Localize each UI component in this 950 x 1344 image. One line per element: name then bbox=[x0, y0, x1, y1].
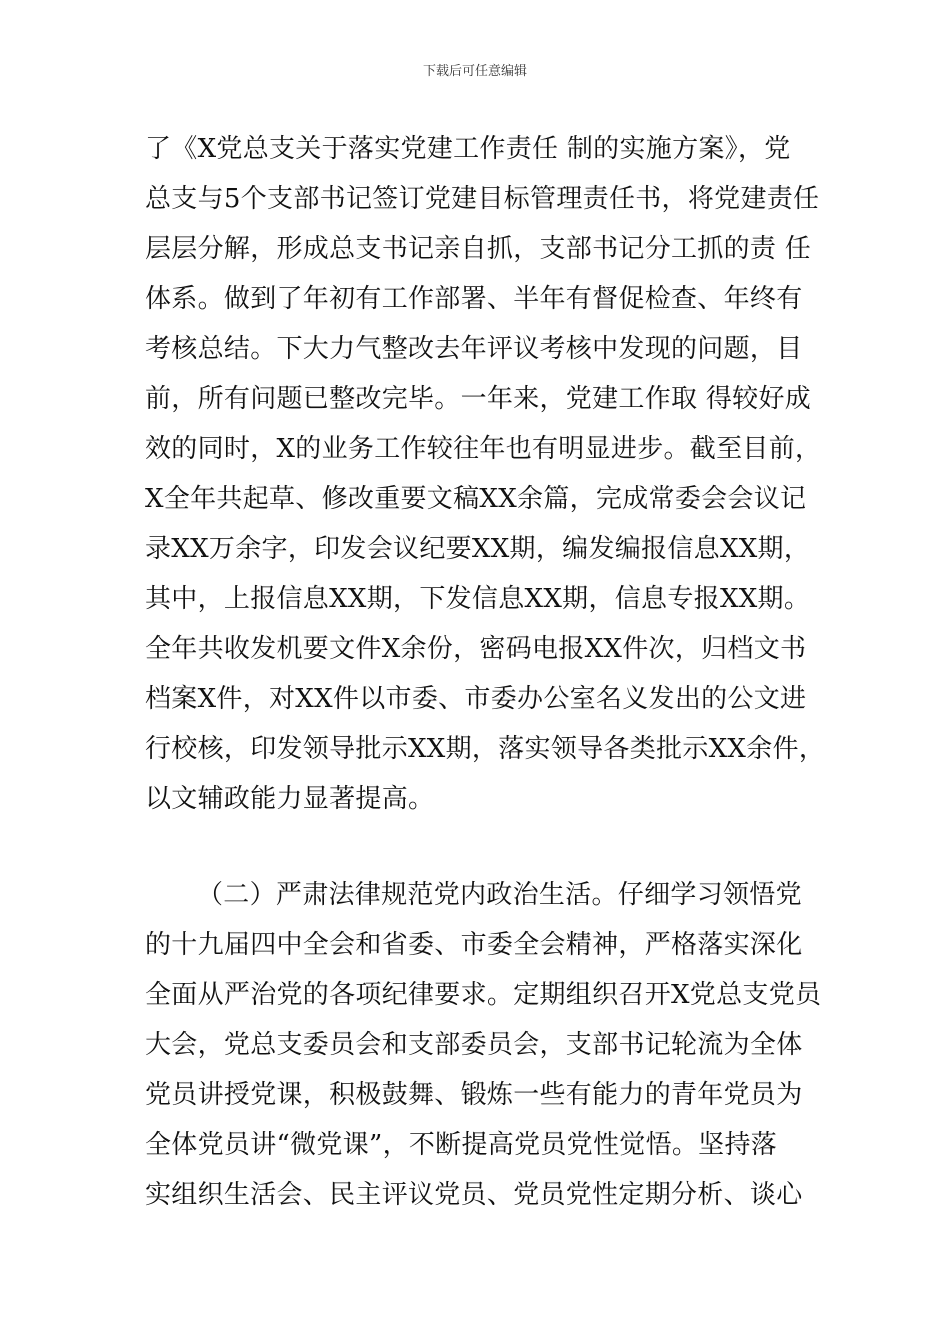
paragraph-line: 全年共收发机要文件X余份，密码电报XX件次，归档文书 bbox=[145, 634, 807, 664]
paragraph-1 bbox=[145, 134, 835, 834]
paragraph-line: 层层分解，形成总支书记亲自抓，支部书记分工抓的责 任 bbox=[145, 234, 812, 264]
paragraph-line: 大会，党总支委员会和支部委员会，支部书记轮流为全体 bbox=[145, 1030, 803, 1060]
paragraph-line: （二）严肃法律规范党内政治生活。仔细学习领悟党 bbox=[197, 880, 802, 910]
paragraph-line: 了《X党总支关于落实党建工作责任 制的实施方案》，党 bbox=[145, 134, 791, 164]
paragraph-2 bbox=[145, 880, 835, 1240]
paragraph-line: 的十九届四中全会和省委、市委全会精神，严格落实深化 bbox=[145, 930, 803, 960]
paragraph-line: 体系。做到了年初有工作部署、半年有督促检查、年终有 bbox=[145, 284, 803, 314]
paragraph-line: 前，所有问题已整改完毕。一年来，党建工作取 得较好成 bbox=[145, 384, 812, 414]
paragraph-line: 行校核，印发领导批示XX期，落实领导各类批示XX余件， bbox=[145, 734, 826, 764]
paragraph-line: 其中，上报信息XX期，下发信息XX期，信息专报XX期。 bbox=[145, 584, 811, 614]
paragraph-line: 全面从严治党的各项纪律要求。定期组织召开X党总支党员 bbox=[145, 980, 822, 1010]
paragraph-line: 档案X件，对XX件以市委、市委办公室名义发出的公文进 bbox=[145, 684, 807, 714]
paragraph-line: 全体党员讲“微党课”，不断提高党员党性觉悟。坚持落 bbox=[145, 1130, 778, 1160]
paragraph-line: 总支与5个支部书记签订党建目标管理责任书，将党建责任 bbox=[145, 184, 820, 214]
paragraph-line: 效的同时，X的业务工作较往年也有明显进步。截至目前， bbox=[145, 434, 822, 464]
paragraph-line: 实组织生活会、民主评议党员、党员党性定期分析、谈心 bbox=[145, 1180, 803, 1210]
paragraph-line: 考核总结。下大力气整改去年评议考核中发现的问题，目 bbox=[145, 334, 803, 364]
paragraph-line: 党员讲授党课，积极鼓舞、锻炼一些有能力的青年党员为 bbox=[145, 1080, 803, 1110]
paragraph-line: 以文辅政能力显著提高。 bbox=[145, 784, 435, 814]
paragraph-line: X全年共起草、修改重要文稿XX余篇，完成常委会会议记 bbox=[145, 484, 807, 514]
page-header-note: 下载后可任意编辑 bbox=[422, 64, 527, 79]
paragraph-line: 录XX万余字，印发会议纪要XX期，编发编报信息XX期， bbox=[145, 534, 811, 564]
